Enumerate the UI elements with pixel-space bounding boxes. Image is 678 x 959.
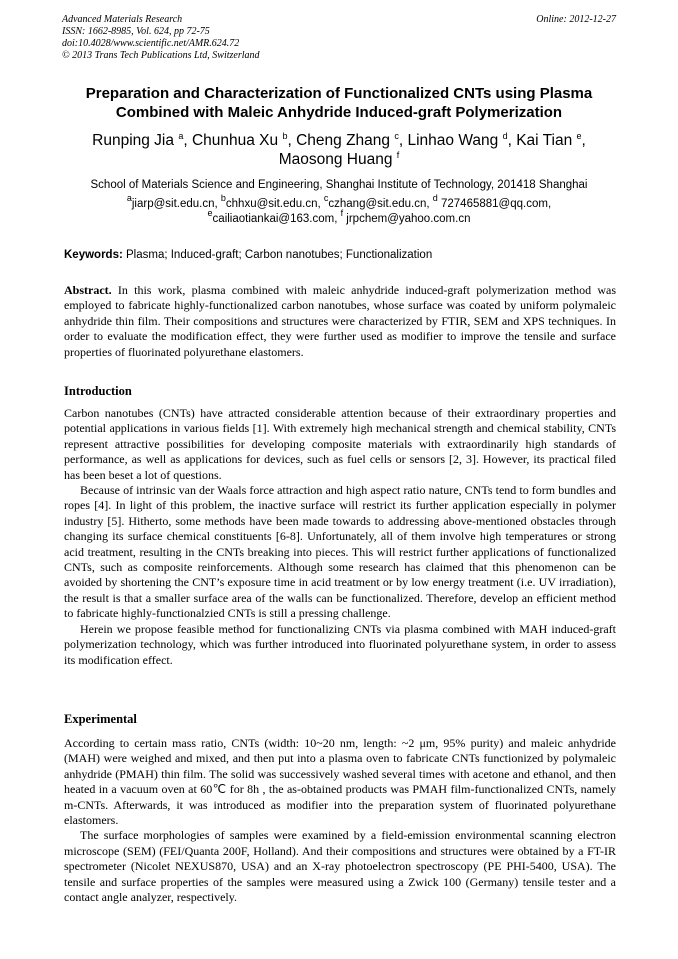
- author-separator: ,: [507, 132, 517, 149]
- email-address: jiarp@sit.edu.cn: [131, 198, 215, 210]
- issn-line: ISSN: 1662-8985, Vol. 624, pp 72-75: [62, 26, 210, 37]
- email-address: jrpchem@yahoo.com.cn: [346, 213, 471, 225]
- email-list: [40, 193, 638, 227]
- abstract-text: In this work, plasma combined with maleic anhydride induced-graft polymerization method was employed to fabricate highly-functionalized carbon nanotubes, whose surface was coated by uniform polymaleic anhydride thin film. Their compositions and structures were characterized by FTIR, SEM and XPS techniques. In order to evaluate the modification effect, they were further used as modifier to improve the tensile and surface properties of fluorinated polyurethane elastomers.: [64, 283, 616, 359]
- email-address: czhang@sit.edu.cn: [328, 198, 427, 210]
- keywords-label: Keywords:: [64, 249, 123, 261]
- keywords: [64, 248, 618, 262]
- abstract-label: Abstract.: [64, 283, 112, 297]
- email-address: 727465881@qq.com: [440, 198, 548, 210]
- journal-name: Advanced Materials Research: [62, 14, 183, 25]
- paragraph: Because of intrinsic van der Waals force attraction and high aspect ratio nature, CNTs tend to form bundles and ropes [4]. In light of this problem, the inactive surface will restrict its further application especially in polymer industry [5]. Hitherto, some methods have been made towards to addressing above-mentioned obstacles through changing its surface chemical constituents [6-8]. Unfortunately, all of them involve high temperatures or strong acid treatment, resulting in the CNTs breaking into pieces. This will restrict further applications of functionalized CNTs, such as composite reinforcements. Although some research has claimed that this phenomenon can be avoided by shortening the CNT’s exposure time in acid treatment or by low energy treatment (i.e. UV irradiation), the result is that a smaller surface area of the walls can be functionalized. Therefore, develop an efficient method to fabricate highly-functionalzied CNTs is still a pressing challenge.: [64, 483, 616, 621]
- email-superscript: c: [323, 193, 329, 203]
- keywords-text: Plasma; Induced-graft; Carbon nanotubes; Functionalization: [126, 249, 433, 261]
- paragraph: Herein we propose feasible method for functionalizing CNTs via plasma combined with MAH induced-graft polymerization technology, which was further introduced into fluorinated polyurethane system, in order to assess its modification effect.: [64, 621, 616, 667]
- email-address: chhxu@sit.edu.cn: [225, 198, 318, 210]
- author-superscript: e: [576, 131, 582, 141]
- author-superscript: c: [394, 131, 399, 141]
- introduction-section: [64, 406, 616, 668]
- email-superscript: e: [207, 208, 213, 218]
- copyright-line: © 2013 Trans Tech Publications Ltd, Switzerland: [62, 50, 260, 61]
- experimental-section: [64, 736, 616, 905]
- email-superscript: b: [220, 193, 226, 203]
- paragraph: Carbon nanotubes (CNTs) have attracted considerable attention because of their extraordinary properties and potential applications in various fields [1]. With extremely high mechanical strength and chemical stability, CNTs represent attractive possibilities for developing composite materials with extraordinarily high standards of performance, as well as applications for devices, such as fuel cells or sensors [2, 3]. However, its practical filed has been beset a lot of questions.: [64, 406, 616, 482]
- author-name: Kai Tian: [516, 132, 573, 149]
- experimental-heading: Experimental: [64, 712, 137, 726]
- paper-title: [40, 84, 638, 122]
- author-separator: ,: [398, 132, 408, 149]
- email-separator: ,: [547, 198, 552, 210]
- email-separator: ,: [214, 198, 221, 210]
- author-separator: ,: [581, 132, 586, 149]
- abstract: [64, 283, 616, 360]
- affiliation: School of Materials Science and Engineering, Shanghai Institute of Technology, 201418 Shanghai: [90, 179, 588, 191]
- email-separator: ,: [334, 213, 341, 225]
- email-separator: ,: [426, 198, 433, 210]
- author-name: Runping Jia: [92, 132, 174, 149]
- title-line: Combined with Maleic Anhydride Induced-graft Polymerization: [115, 104, 563, 121]
- author-name: Maosong Huang: [278, 151, 393, 168]
- email-separator: ,: [317, 198, 324, 210]
- author-name: Linhao Wang: [407, 132, 499, 149]
- author-name: Chunhua Xu: [191, 132, 279, 149]
- author-superscript: f: [396, 150, 400, 160]
- author-separator: ,: [183, 132, 192, 149]
- author-superscript: b: [282, 131, 288, 141]
- author-superscript: a: [178, 131, 184, 141]
- paragraph: The surface morphologies of samples were examined by a field-emission environmental scanning electron microscope (SEM) (FEI/Quanta 200F, Holland). And their compositions and structures were obtained by a FT-IR spectrometer (Nicolet NEXUS870, USA) and an X-ray photoelectron spectroscopy (PE PHI-5400, USA). The tensile and surface properties of the samples were measured using a Zwick 100 (Germany) tensile tester and a contact angle analyzer, respectively.: [64, 828, 616, 905]
- author-superscript: d: [502, 131, 508, 141]
- author-separator: ,: [287, 132, 297, 149]
- email-superscript: a: [126, 193, 132, 203]
- email-superscript: d: [432, 193, 438, 203]
- online-date: Online: 2012-12-27: [536, 14, 616, 25]
- email-address: cailiaotiankai@163.com: [212, 213, 335, 225]
- author-name: Cheng Zhang: [296, 132, 391, 149]
- title-line: Preparation and Characterization of Functionalized CNTs using Plasma: [85, 85, 593, 102]
- journal-header: [62, 14, 616, 62]
- author-list: [40, 131, 638, 169]
- email-superscript: f: [340, 208, 344, 218]
- paragraph: According to certain mass ratio, CNTs (width: 10~20 nm, length: ~2 μm, 95% purity) and maleic anhydride (MAH) were weighed and mixed, and then put into a plasma oven to fabricate CNTs functionized by polymaleic anhydride (PMAH) thin film. The solid was successively washed several times with acetone and ethanol, and then heated in a vacuum oven at 60℃ for 8h , the as-obtained products was PMAH film-functionalized CNTs, namely m-CNTs. Afterwards, it was introduced as modifier into the preparation system of fluorinated polyurethane elastomers.: [64, 736, 616, 828]
- introduction-heading: Introduction: [64, 384, 132, 398]
- doi-line: doi:10.4028/www.scientific.net/AMR.624.72: [62, 38, 240, 49]
